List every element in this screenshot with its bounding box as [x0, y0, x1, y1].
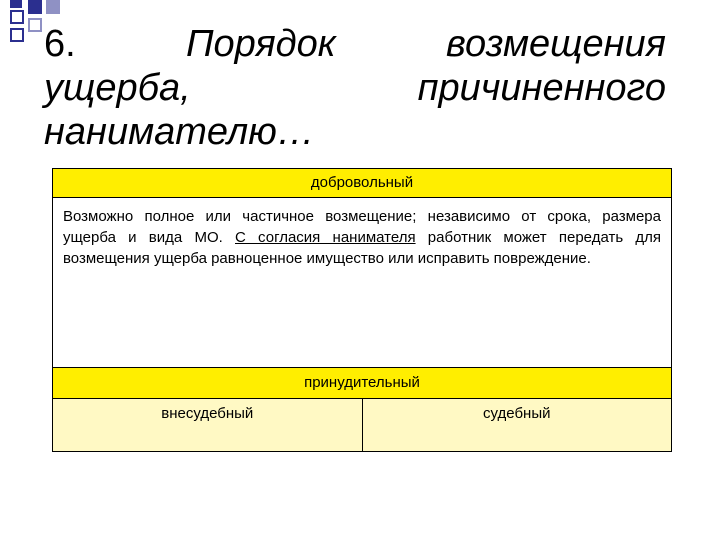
compensation-table	[52, 168, 672, 452]
voluntary-description	[53, 198, 671, 368]
description-text: работник может передать для возмещения ущерба равноценное имущество или исправить повреждение.	[63, 229, 661, 267]
square-icon	[10, 10, 24, 24]
square-icon	[46, 0, 60, 14]
title-number: 6.	[44, 23, 76, 65]
square-icon	[28, 0, 42, 14]
square-icon	[10, 0, 22, 8]
description-text: Возможно полное или частичное возмещение; независимо от срока, размера ущерба и вида МО.	[63, 208, 661, 246]
out-of-court-cell: внесудебный	[53, 399, 363, 451]
title-word: нанимателю…	[44, 111, 315, 153]
title-word: причиненного	[417, 67, 666, 109]
title-word: ущерба,	[44, 67, 191, 109]
square-icon	[28, 18, 42, 32]
square-icon	[10, 28, 24, 42]
forced-row	[53, 399, 671, 451]
description-underlined-text: С согласия нанимателя	[235, 229, 416, 246]
title-word: Порядок	[185, 23, 336, 65]
voluntary-header: добровольный	[53, 169, 671, 198]
title-word: возмещения	[446, 23, 666, 65]
forced-header: принудительный	[53, 368, 671, 399]
judicial-cell: судебный	[483, 405, 551, 422]
slide-title	[44, 22, 666, 154]
